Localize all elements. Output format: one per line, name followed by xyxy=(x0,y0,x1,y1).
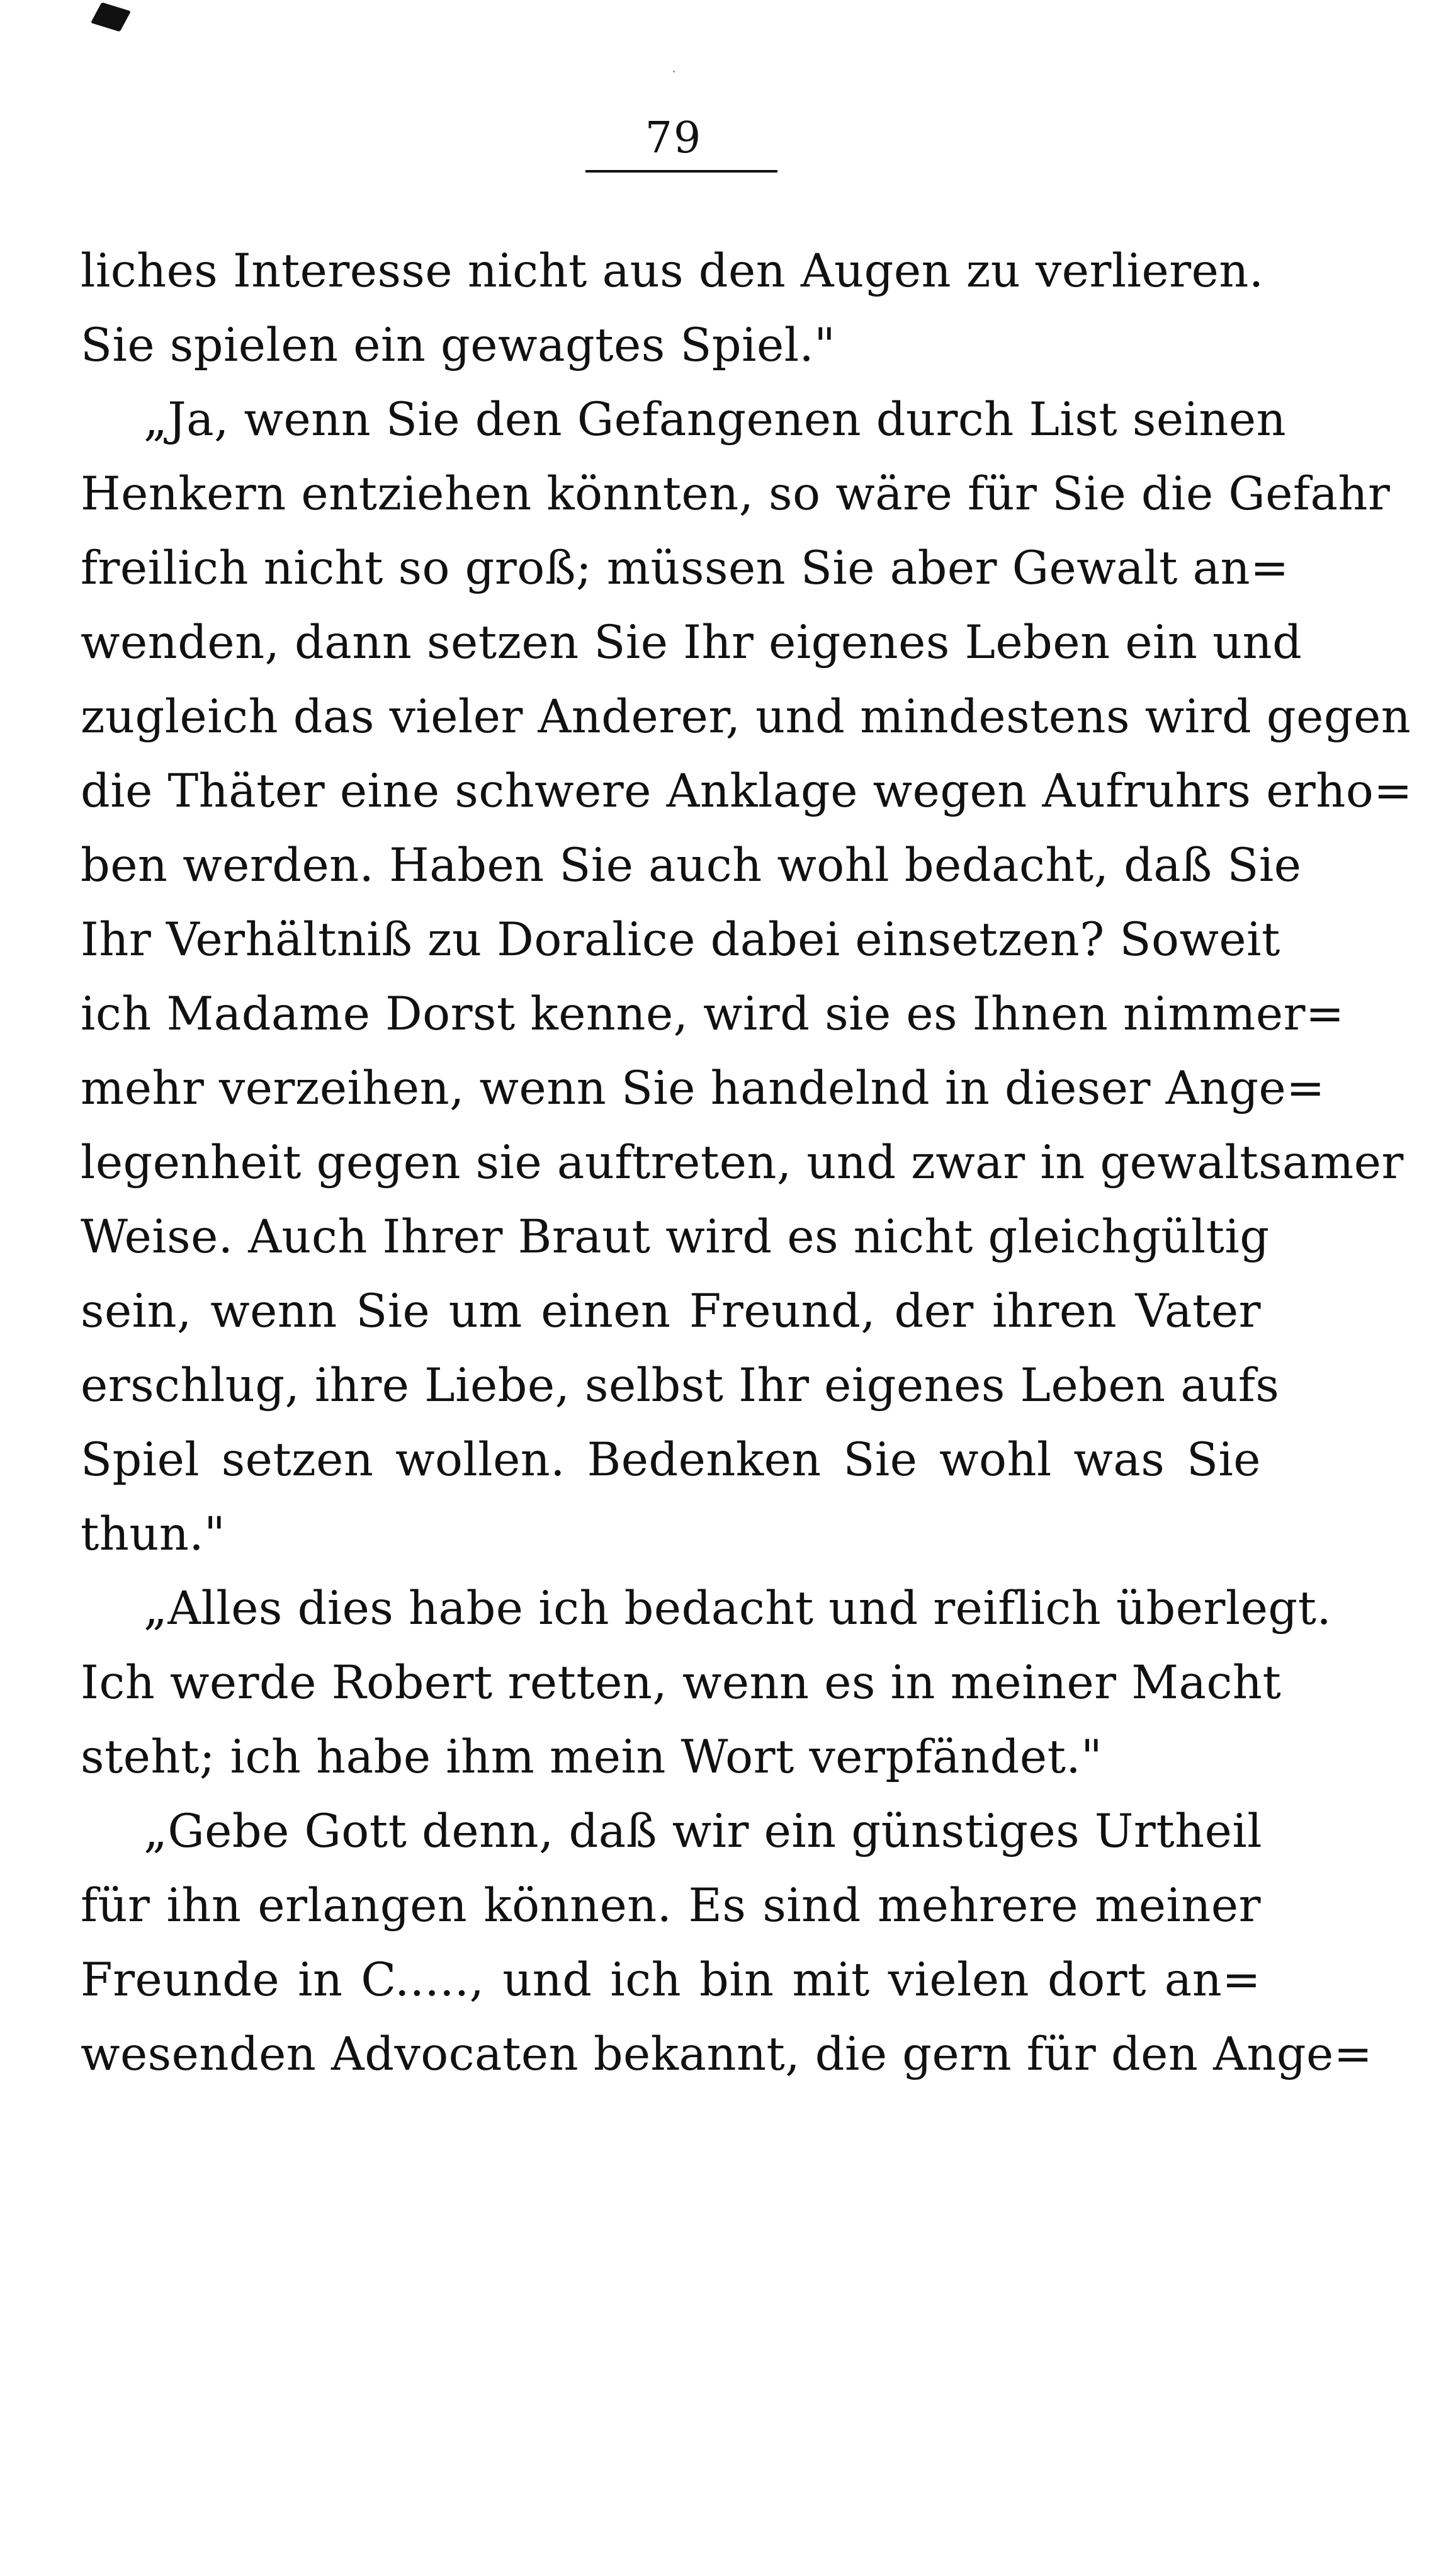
text-line: Spiel setzen wollen. Bedenken Sie wohl was Sie xyxy=(81,1433,1261,1487)
text-line: die Thäter eine schwere Anklage wegen Aufruhrs erho= xyxy=(81,764,1413,818)
text-line: Ich werde Robert retten, wenn es in meiner Macht xyxy=(81,1656,1282,1710)
text-line: wenden, dann setzen Sie Ihr eigenes Leben ein und xyxy=(81,616,1302,669)
text-line: ich Madame Dorst kenne, wird sie es Ihnen nimmer= xyxy=(81,987,1345,1041)
page-number-rule xyxy=(585,170,777,173)
text-line: sein, wenn Sie um einen Freund, der ihren Vater xyxy=(81,1285,1261,1338)
text-line: steht; ich habe ihm mein Wort verpfändet." xyxy=(81,1730,1103,1784)
text-line: Sie spielen ein gewagtes Spiel." xyxy=(81,319,836,372)
text-line: „Gebe Gott denn, daß wir ein günstiges Urtheil xyxy=(144,1805,1263,1858)
text-line: wesenden Advocaten bekannt, die gern für den Ange= xyxy=(81,2028,1373,2081)
text-line: „Alles dies habe ich bedacht und reiflich überlegt. xyxy=(144,1582,1332,1635)
page-number: 79 xyxy=(645,113,703,163)
text-line: Freunde in C....., und ich bin mit vielen dort an= xyxy=(81,1953,1261,2007)
text-line: legenheit gegen sie auftreten, und zwar in gewaltsamer xyxy=(81,1136,1404,1189)
ink-blot-mark xyxy=(91,2,131,31)
text-line: liches Interesse nicht aus den Augen zu verlieren. xyxy=(81,244,1264,298)
text-line: erschlug, ihre Liebe, selbst Ihr eigenes Leben aufs xyxy=(81,1359,1280,1412)
text-line: Ihr Verhältniß zu Doralice dabei einsetzen? Soweit xyxy=(81,913,1280,967)
text-line: für ihn erlangen können. Es sind mehrere meiner xyxy=(81,1879,1261,1932)
text-line: ben werden. Haben Sie auch wohl bedacht, daß Sie xyxy=(81,839,1302,892)
text-line: zugleich das vieler Anderer, und mindestens wird gegen xyxy=(81,690,1411,744)
text-line: freilich nicht so groß; müssen Sie aber Gewalt an= xyxy=(81,542,1289,595)
body-text xyxy=(81,234,1413,2092)
text-line: „Ja, wenn Sie den Gefangenen durch List seinen xyxy=(144,393,1287,446)
text-line: thun." xyxy=(81,1507,226,1561)
text-line: mehr verzeihen, wenn Sie handelnd in dieser Ange= xyxy=(81,1062,1325,1115)
paper-speck xyxy=(673,71,675,72)
text-line: Weise. Auch Ihrer Braut wird es nicht gleichgültig xyxy=(81,1210,1270,1264)
text-line: Henkern entziehen könnten, so wäre für Sie die Gefahr xyxy=(81,467,1391,521)
